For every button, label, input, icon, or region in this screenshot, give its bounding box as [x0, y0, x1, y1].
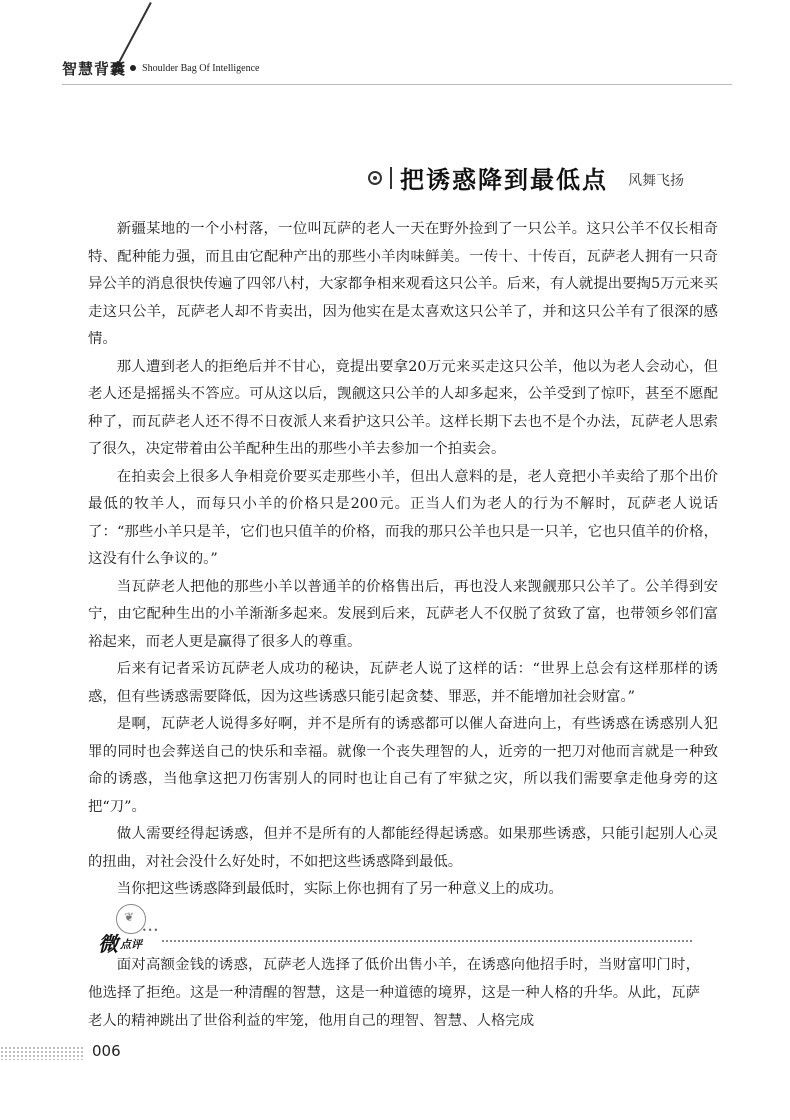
comment-paragraph: 面对高额金钱的诱惑，瓦萨老人选择了低价出售小羊，在诱惑向他招手时，当财富叩门时，他选择了拒绝。这是一种清醒的智慧，这是一种道德的境界，这是一种人格的升华。从此，瓦萨老人的精神跳出了世俗利益的牢笼，他用自己的理智、智慧、人格完成 — [88, 957, 700, 1029]
paragraph: 是啊，瓦萨老人说得多好啊，并不是所有的诱惑都可以催人奋进向上，有些诱惑在诱惑别人犯罪的同时也会葬送自己的快乐和幸福。就像一个丧失理智的人，近旁的一把刀对他而言就是一种致命的诱惑，当他拿这把刀伤害别人的同时也让自己有了牢狱之灾，所以我们需要拿走他身旁的这把“刀”。 — [88, 716, 718, 815]
article-title: 把诱惑降到最低点 — [400, 166, 608, 194]
paragraph: 那人遭到老人的拒绝后并不甘心，竟提出要拿20万元来买走这只公羊，他以为老人会动心，但老人还是摇摇头不答应。可从这以后，觊觎这只公羊的人却多起来，公羊受到了惊吓，甚至不愿配种了，而瓦萨老人还不得不日夜派人来看护这只公羊。这样长期下去也不是个办法，瓦萨老人思索了很久，决定带着由公羊配种生出的那些小羊去参加一个拍卖会。 — [88, 358, 718, 457]
title-divider — [390, 167, 392, 189]
column-title-cn: 智慧背囊 — [62, 59, 127, 78]
paragraph: 新疆某地的一个小村落，一位叫瓦萨的老人一天在野外捡到了一只公羊。这只公羊不仅长相奇特、配种能力强，而且由它配种产出的那些小羊肉味鲜美。一传十、十传百，瓦萨老人拥有一只奇异公羊的消息很快传遍了四邻八村，大家都争相来观看这只公羊。后来，有人就提出要掏5万元来买走这只公羊，瓦萨老人却不肯卖出，因为他实在是太喜欢这只公羊了，并和这只公羊有了很深的感情。 — [88, 221, 718, 347]
paragraph: 做人需要经得起诱惑，但并不是所有的人都能经得起诱惑。如果那些诱惑，只能引起别人心灵的扭曲，对社会没什么好处时，不如把这些诱惑降到最低。 — [88, 826, 718, 870]
column-title-en: Shoulder Bag Of Intelligence — [142, 62, 260, 74]
bullet-dot-icon — [130, 65, 136, 71]
comment-label-small: 点评 — [120, 938, 142, 951]
article-body — [88, 216, 718, 904]
comment-label — [98, 904, 158, 956]
leaf-icon: ❦ — [124, 910, 135, 924]
page-number-dot-pattern — [0, 1046, 84, 1060]
paragraph: 当你把这些诱惑降到最低时，实际上你也拥有了另一种意义上的成功。 — [116, 881, 563, 897]
running-header — [62, 58, 259, 78]
article-heading — [368, 160, 684, 195]
comment-label-big: 微 — [98, 932, 118, 956]
target-circle-icon — [368, 171, 382, 185]
paragraph: 当瓦萨老人把他的那些小羊以普通羊的价格售出后，再也没人来觊觎那只公羊了。公羊得到安宁，由它配种生出的小羊渐渐多起来。发展到后来，瓦萨老人不仅脱了贫致了富，也带领乡邻们富裕起来，而老人更是赢得了很多人的尊重。 — [88, 578, 718, 650]
paragraph: 后来有记者采访瓦萨老人成功的秘诀，瓦萨老人说了这样的话：“世界上总会有这样那样的诱惑，但有些诱惑需要降低，因为这些诱惑只能引起贪婪、罪恶，并不能增加社会财富。” — [88, 661, 718, 705]
dots-decoration-icon: ••• — [142, 926, 160, 935]
paragraph: 在拍卖会上很多人争相竞价要买走那些小羊，但出人意料的是，老人竟把小羊卖给了那个出价最低的牧羊人，而每只小羊的价格只是200元。正当人们为老人的行为不解时，瓦萨老人说话了：“那些小羊只是羊，它们也只值羊的价格，而我的那只公羊也只是一只羊，它也只值羊的价格，这没有什么争议的。” — [88, 468, 718, 567]
article-author: 风舞飞扬 — [628, 172, 684, 189]
comment-body — [88, 951, 700, 1035]
comment-dotted-rule — [162, 940, 692, 942]
header-rule — [62, 84, 732, 85]
page-number: 006 — [92, 1042, 121, 1060]
